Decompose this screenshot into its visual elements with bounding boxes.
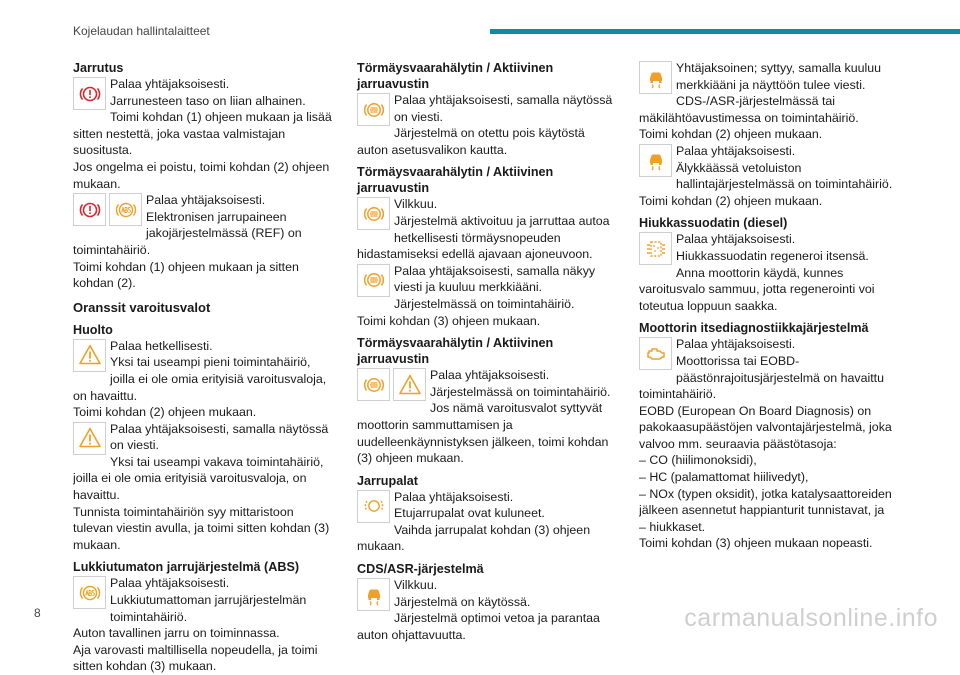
section-title: Törmäysvaarahälytin / Aktiivinen jarruavustin xyxy=(357,336,554,367)
column-2 xyxy=(357,60,619,643)
warning-entry: Palaa yhtäjaksoisesti. Älykkäässä vetoluiston hallintajärjestelmässä on toimintahäiriö. Toimi kohdan (2) ohjeen mukaan. xyxy=(639,143,893,208)
brake-warning-icon xyxy=(73,77,106,110)
warning-entry: Yhtäjaksoinen; syttyy, samalla kuuluu merkkiääni ja näyttöön tulee viesti. CDS-/ASR-järjestelmässä tai mäkilähtöavustimessa on toimintahäiriö. Toimi kohdan (2) ohjeen mukaan. xyxy=(639,61,882,142)
warning-entry: Palaa hetkellisesti. Yksi tai useampi pieni toimintahäiriö, joilla ei ole omia erityisiä varoitusvaloja, on havaittu. Toimi kohdan (2) ohjeen mukaan. xyxy=(73,338,327,420)
section-title: Törmäysvaarahälytin / Aktiivinen jarruavustin xyxy=(357,61,554,91)
section-title: Moottorin itsediagnostiikkajärjestelmä xyxy=(639,321,869,336)
service-warning-icon xyxy=(393,368,426,401)
section-title: Hiukkassuodatin (diesel) xyxy=(639,216,788,231)
warning-entry: Palaa yhtäjaksoisesti. Jarrunesteen taso on liian alhainen. Toimi kohdan (1) ohjeen mukaan ja lisää sitten nestettä, joka vastaa valmistajan suositusta. Jos ongelma ei poistu, toimi kohdan (2) ohjeen mukaan. xyxy=(73,77,332,191)
warning-entry: Palaa yhtäjaksoisesti. Lukkiutumattoman jarrujärjestelmän toimintahäiriö. Auton tavallinen jarru on toiminnassa. Aja varovasti maltillisella nopeudella, ja toimi sitten kohdan (3) mukaan. xyxy=(73,576,318,674)
service-warning-icon xyxy=(73,339,106,372)
warning-entry: Vilkkuu. Järjestelmä aktivoituu ja jarruttaa autoa hetkellisesti törmäysnopeuden hidastamiseksi edellä ajavaan ajoneuvoon. xyxy=(357,197,610,262)
particle-filter-icon xyxy=(639,232,672,265)
column-3 xyxy=(639,60,901,552)
header-accent-bar xyxy=(490,29,960,34)
abs-icon xyxy=(73,576,106,609)
traction-control-icon xyxy=(639,144,672,177)
warning-entry: Palaa yhtäjaksoisesti. Järjestelmässä on toimintahäiriö. Jos nämä varoitusvalot syttyvät moottorin sammuttamisen ja uudelleenkäynnistyksen jälkeen, toimi kohdan (3) ohjeen mukaan. xyxy=(357,368,611,466)
brake-pad-icon xyxy=(357,490,390,523)
warning-entry: Palaa yhtäjaksoisesti, samalla näytössä on viesti. Järjestelmä on otettu pois käytöstä auton asetusvalikon kautta. xyxy=(357,93,613,157)
brake-warning-icon xyxy=(73,193,106,226)
header-title: Kojelaudan hallintalaitteet xyxy=(73,24,210,38)
column-1 xyxy=(73,60,335,675)
warning-entry: Palaa yhtäjaksoisesti. Etujarrupalat ovat kuluneet. Vaihda jarrupalat kohdan (3) ohjeen mukaan. xyxy=(357,489,591,554)
section-title: Törmäysvaarahälytin / Aktiivinen jarruavustin xyxy=(357,165,554,196)
collision-warning-icon xyxy=(357,264,390,297)
collision-warning-icon xyxy=(357,368,390,401)
collision-warning-icon xyxy=(357,93,390,126)
warning-entry: Palaa yhtäjaksoisesti, samalla näkyy viesti ja kuuluu merkkiääni. Järjestelmässä on toimintahäiriö. Toimi kohdan (3) ohjeen mukaan. xyxy=(357,263,596,328)
section-title: Jarrupalat xyxy=(357,473,418,488)
engine-check-icon xyxy=(639,337,672,370)
warning-entry: Palaa yhtäjaksoisesti. Hiukkassuodatin regeneroi itsensä. Anna moottorin käydä, kunnes varoitusvalo sammuu, jotta regenerointi voi toteutua loppuun saakka. xyxy=(639,232,875,313)
watermark: carmanualsonline.info xyxy=(684,604,938,632)
section-title: Lukkiutumaton jarrujärjestelmä (ABS) xyxy=(73,560,300,575)
section-title: CDS/ASR-järjestelmä xyxy=(357,562,484,577)
collision-warning-icon xyxy=(357,197,390,230)
warning-entry: Palaa yhtäjaksoisesti, samalla näytössä on viesti. Yksi tai useampi vakava toimintahäiriö, joilla ei ole omia erityisiä varoitusvaloja, on havaittu. Tunnista toimintahäiriön syy mittaristoon tulevan viestin avulla, ja toimi sitten kohdan (3) mukaan. xyxy=(73,421,330,552)
section-title: Oranssit varoitusvalot xyxy=(73,299,211,315)
warning-entry: Vilkkuu. Järjestelmä on käytössä. Järjestelmä optimoi vetoa ja parantaa auton ohjattavuutta. xyxy=(357,578,600,642)
service-warning-icon xyxy=(73,422,106,455)
traction-control-icon xyxy=(357,578,390,611)
page-number: 8 xyxy=(34,606,41,620)
traction-control-icon xyxy=(639,61,672,94)
section-title: Jarrutus xyxy=(73,61,124,75)
section-title: Huolto xyxy=(73,322,113,337)
abs-icon xyxy=(109,193,142,226)
warning-entry: Palaa yhtäjaksoisesti. Moottorissa tai EOBD-päästönrajoitusjärjestelmä on havaittu toimintahäiriö. EOBD (European On Board Diagnosis) on pakokaasupäästöjen valvontajärjestelmä, joka valvoo mm. seuraavia päästötasoja: – CO (hiilimonoksidi), – HC (palamattomat hiilivedyt), – NOx (typen oksidit), jotka katalysaattoreiden jälkeen asennetut happianturit tunnistavat, ja – hiukkaset. Toimi kohdan (3) ohjeen mukaan nopeasti. xyxy=(639,337,892,551)
warning-entry: Palaa yhtäjaksoisesti. Elektronisen jarrupaineen jakojärjestelmässä (REF) on toimintahäiriö. Toimi kohdan (1) ohjeen mukaan ja sitten kohdan (2). xyxy=(73,193,302,291)
